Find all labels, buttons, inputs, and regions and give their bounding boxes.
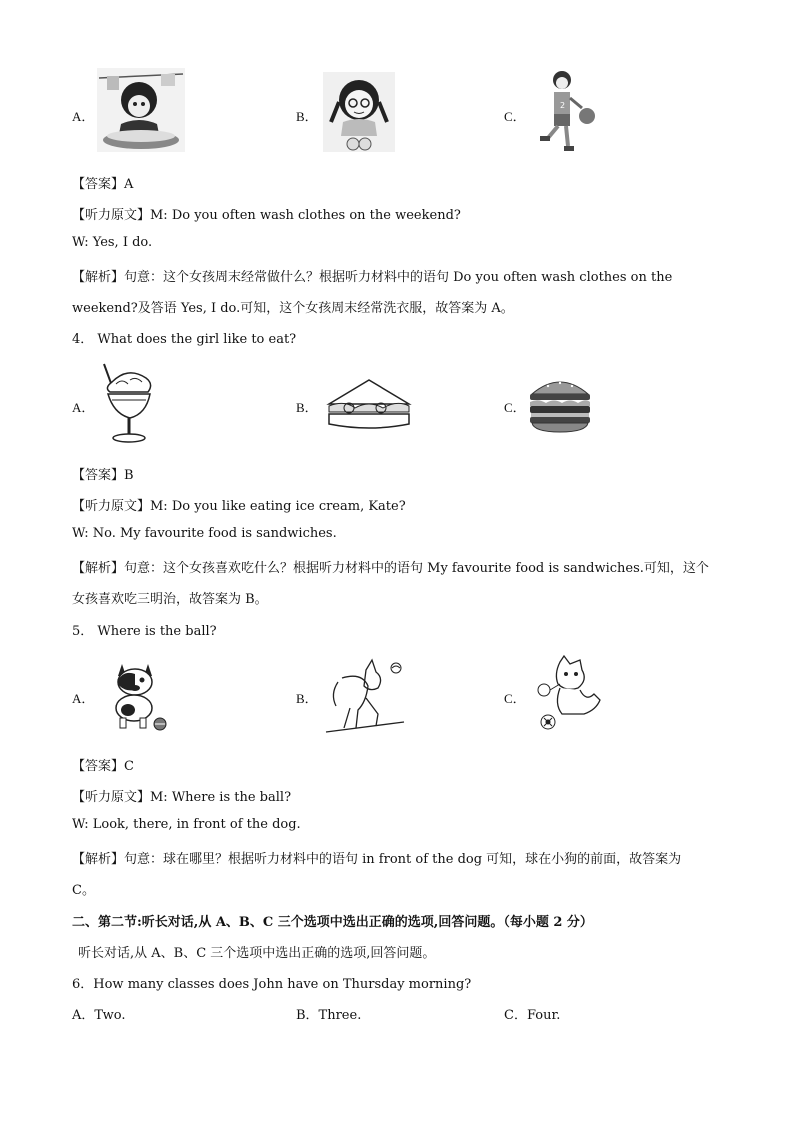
q6-option-a[interactable]: A．Two. — [72, 1008, 126, 1023]
q4-question: 4． What does the girl like to eat? — [72, 332, 297, 347]
q6-option-c[interactable]: C．Four. — [504, 1008, 561, 1023]
q5-option-a-label: A． — [72, 691, 95, 706]
q5-question: 5． Where is the ball? — [72, 624, 217, 639]
q3-analysis-line-1: 【解析】句意：这个女孩周末经常做什么？根据听力材料中的语句 Do you often wash clothes on the — [72, 270, 673, 285]
q3-option-c-label: C． — [504, 109, 526, 124]
ice-cream-sundae-image — [98, 362, 158, 444]
hamburger-image — [528, 374, 592, 434]
q3-option-a-label: A． — [72, 109, 95, 124]
q3-answer: 【答案】A — [72, 177, 134, 192]
q4-option-a-label: A． — [72, 400, 95, 415]
q6-question: 6．How many classes does John have on Thursday morning? — [72, 977, 472, 992]
q4-option-c-label: C． — [504, 400, 526, 415]
q6-option-b[interactable]: B．Three. — [296, 1008, 362, 1023]
q4-response: W: No. My favourite food is sandwiches. — [72, 526, 337, 541]
q3-option-b-label: B． — [296, 109, 318, 124]
q5-option-b-label: B． — [296, 691, 318, 706]
dog-with-ball-in-front-image — [534, 654, 604, 734]
q4-answer: 【答案】B — [72, 468, 134, 483]
q3-analysis-line-2: weekend?及答语 Yes, I do.可知，这个女孩周末经常洗衣服，故答案为 A。 — [72, 301, 514, 316]
section-2-heading: 二、第二节:听长对话,从 A、B、C 三个选项中选出正确的选项,回答问题。（每小题 2 分） — [72, 915, 593, 930]
girl-sitting-image — [323, 72, 395, 152]
q5-analysis-line-2: C。 — [72, 883, 95, 898]
q3-response: W: Yes, I do. — [72, 235, 153, 250]
q4-listening-script: 【听力原文】M: Do you like eating ice cream, Kate? — [72, 499, 406, 514]
q5-answer: 【答案】C — [72, 759, 134, 774]
q5-listening-script: 【听力原文】M: Where is the ball? — [72, 790, 292, 805]
sandwich-image — [325, 376, 413, 434]
q4-analysis-line-2: 女孩喜欢吃三明治，故答案为 B。 — [72, 592, 268, 607]
q5-option-c-label: C． — [504, 691, 526, 706]
dog-with-ball-above-image — [322, 658, 408, 736]
q4-analysis-line-1: 【解析】句意：这个女孩喜欢吃什么？根据听力材料中的语句 My favourite food is sandwiches.可知，这个 — [72, 561, 709, 576]
q5-response: W: Look, there, in front of the dog. — [72, 817, 301, 832]
q5-analysis-line-1: 【解析】句意：球在哪里？根据听力材料中的语句 in front of the dog 可知，球在小狗的前面，故答案为 — [72, 852, 682, 867]
girl-playing-basketball-image — [534, 68, 598, 154]
q4-option-b-label: B． — [296, 400, 318, 415]
svg-text:2: 2 — [560, 101, 566, 110]
section-2-instruction: 听长对话,从 A、B、C 三个选项中选出正确的选项,回答问题。 — [78, 946, 436, 961]
dog-with-ball-beside-image — [104, 660, 170, 732]
girl-washing-clothes-image — [97, 68, 185, 152]
q3-listening-script: 【听力原文】M: Do you often wash clothes on the weekend? — [72, 208, 461, 223]
